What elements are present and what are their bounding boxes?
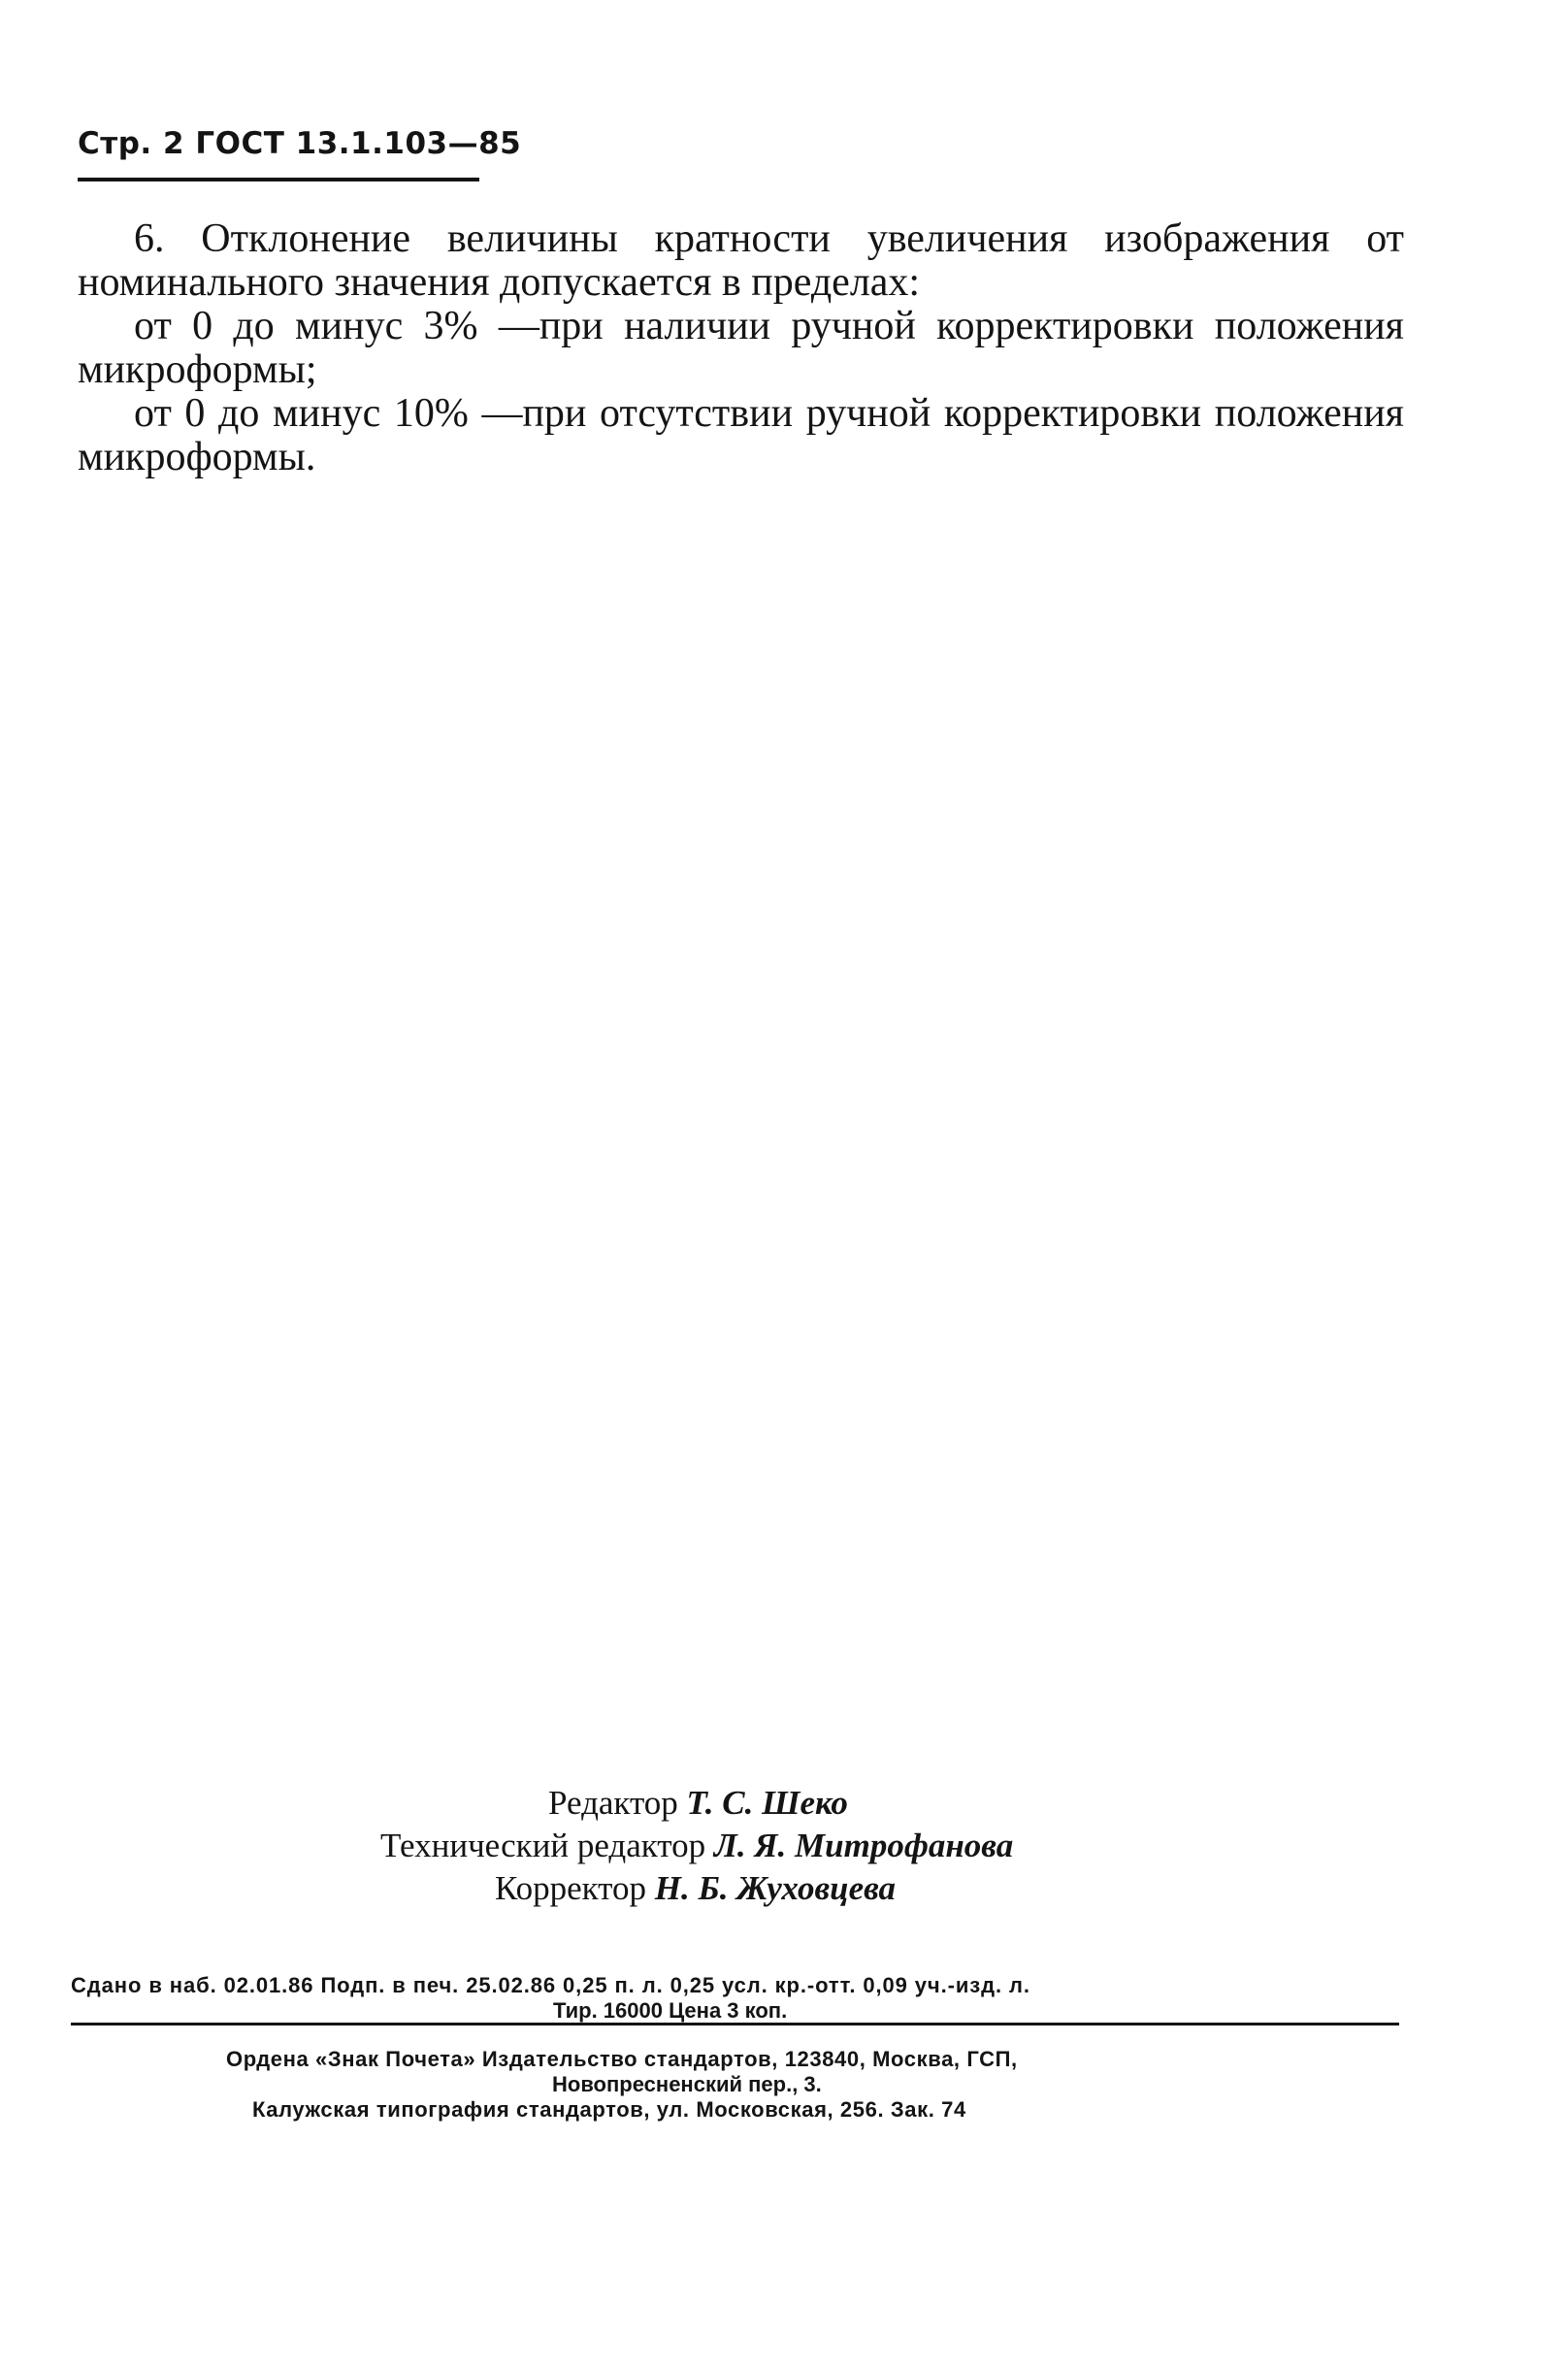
page-number: Стр. 2 — [78, 126, 185, 161]
credit-technical-editor — [380, 1825, 1013, 1867]
credit-corrector — [495, 1867, 896, 1910]
imprint-publisher: Ордена «Знак Почета» Издательство стандартов, 123840, Москва, ГСП, — [226, 2047, 1018, 2071]
tech-editor-name: Л. Я. Митрофанова — [713, 1827, 1014, 1864]
editor-role: Редактор — [548, 1784, 678, 1822]
imprint-publisher-address: Новопресненский пер., 3. — [552, 2072, 822, 2096]
credit-editor — [548, 1782, 848, 1825]
imprint-printing-house: Калужская типография стандартов, ул. Московская, 256. Зак. 74 — [252, 2097, 966, 2122]
corrector-name: Н. Б. Жуховцева — [654, 1869, 897, 1907]
paragraph-10-percent: от 0 до минус 10% —при отсутствии ручной корректировки положения микроформы. — [78, 391, 1404, 479]
paragraph-6: 6. Отклонение величины кратности увеличения изображения от номинального значения допускается в пределах: — [78, 216, 1404, 305]
body-text — [78, 217, 1404, 479]
imprint-print-details: Сдано в наб. 02.01.86 Подп. в печ. 25.02.86 0,25 п. л. 0,25 усл. кр.-отт. 0,09 уч.-изд. л. — [71, 1973, 1030, 1997]
standard-designation: ГОСТ 13.1.103—85 — [195, 126, 522, 161]
running-head — [78, 126, 521, 161]
paragraph-3-percent: от 0 до минус 3% —при наличии ручной корректировки положения микроформы; — [78, 304, 1404, 392]
tech-editor-role: Технический редактор — [380, 1827, 706, 1864]
editor-name: Т. С. Шеко — [686, 1784, 848, 1822]
imprint-rule — [71, 2023, 1399, 2025]
corrector-role: Корректор — [495, 1869, 647, 1907]
imprint-circulation-price: Тир. 16000 Цена 3 коп. — [553, 1998, 788, 2023]
header-rule — [78, 178, 479, 181]
